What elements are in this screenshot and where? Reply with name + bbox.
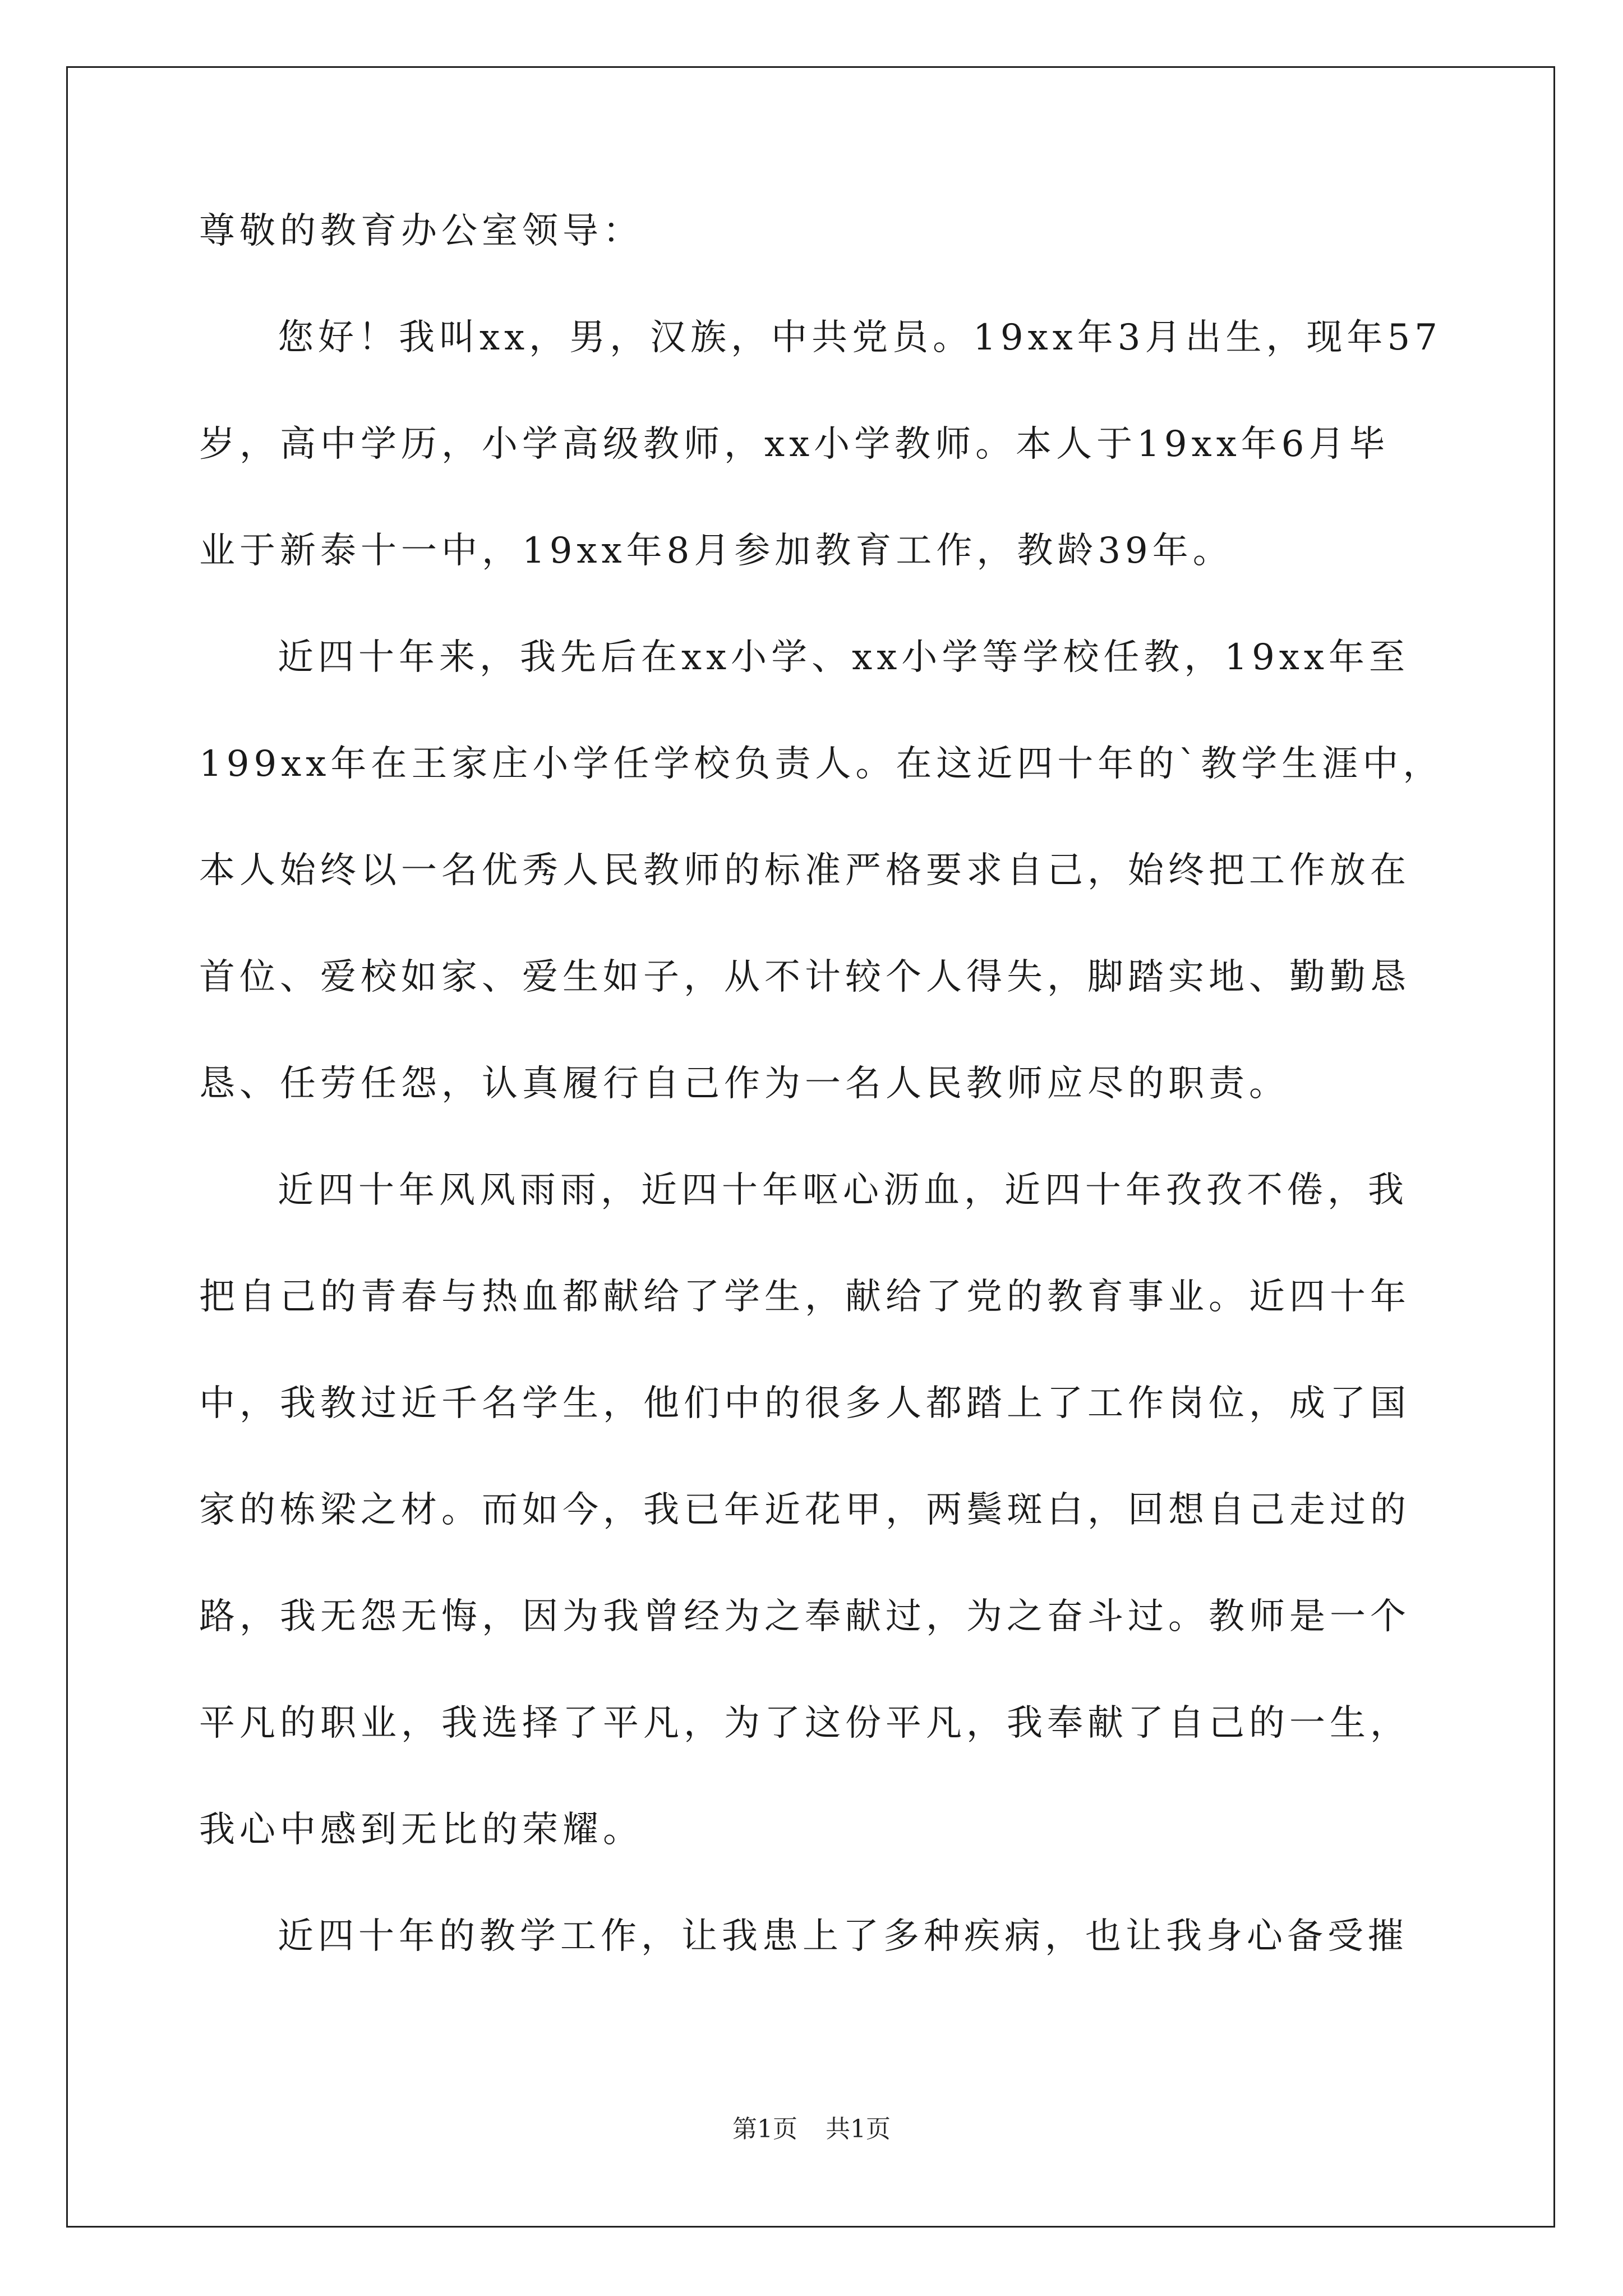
text-line: 您好！我叫xx，男，汉族，中共党员。19xx年3月出生，现年57 <box>278 317 1442 358</box>
text-line: 199xx年在王家庄小学任学校负责人。在这近四十年的`教学生涯中， <box>199 743 1444 785</box>
salutation: 尊敬的教育办公室领导： <box>199 210 643 252</box>
page-number: 第1页 <box>732 2115 797 2143</box>
page-footer <box>0 2117 1623 2142</box>
text-line: 本人始终以一名优秀人民教师的标准严格要求自己，始终把工作放在 <box>199 850 1410 891</box>
text-line: 首位、爱校如家、爱生如子，从不计较个人得失，脚踏实地、勤勤恳 <box>199 956 1410 998</box>
text-line: 岁，高中学历，小学高级教师，xx小学教师。本人于19xx年6月毕 <box>199 424 1390 465</box>
text-line: 路，我无怨无悔，因为我曾经为之奉献过，为之奋斗过。教师是一个 <box>199 1596 1410 1637</box>
text-line: 恳、任劳任怨，认真履行自己作为一名人民教师应尽的职责。 <box>199 1063 1289 1105</box>
text-line: 中，我教过近千名学生，他们中的很多人都踏上了工作岗位，成了国 <box>199 1383 1410 1424</box>
text-line: 把自己的青春与热血都献给了学生，献给了党的教育事业。近四十年 <box>199 1276 1410 1318</box>
text-line: 我心中感到无比的荣耀。 <box>199 1809 643 1851</box>
text-line: 近四十年来，我先后在xx小学、xx小学等学校任教，19xx年至 <box>278 637 1409 678</box>
page-total: 共1页 <box>826 2115 891 2143</box>
text-line: 业于新泰十一中，19xx年8月参加教育工作，教龄39年。 <box>199 530 1233 572</box>
text-line: 家的栋梁之材。而如今，我已年近花甲，两鬓斑白，回想自己走过的 <box>199 1489 1410 1531</box>
text-line: 近四十年的教学工作，让我患上了多种疾病，也让我身心备受摧 <box>278 1916 1408 1957</box>
text-line: 近四十年风风雨雨，近四十年呕心沥血，近四十年孜孜不倦，我 <box>278 1170 1408 1211</box>
page-border <box>66 66 1555 2228</box>
text-line: 平凡的职业，我选择了平凡，为了这份平凡，我奉献了自己的一生， <box>199 1703 1410 1744</box>
